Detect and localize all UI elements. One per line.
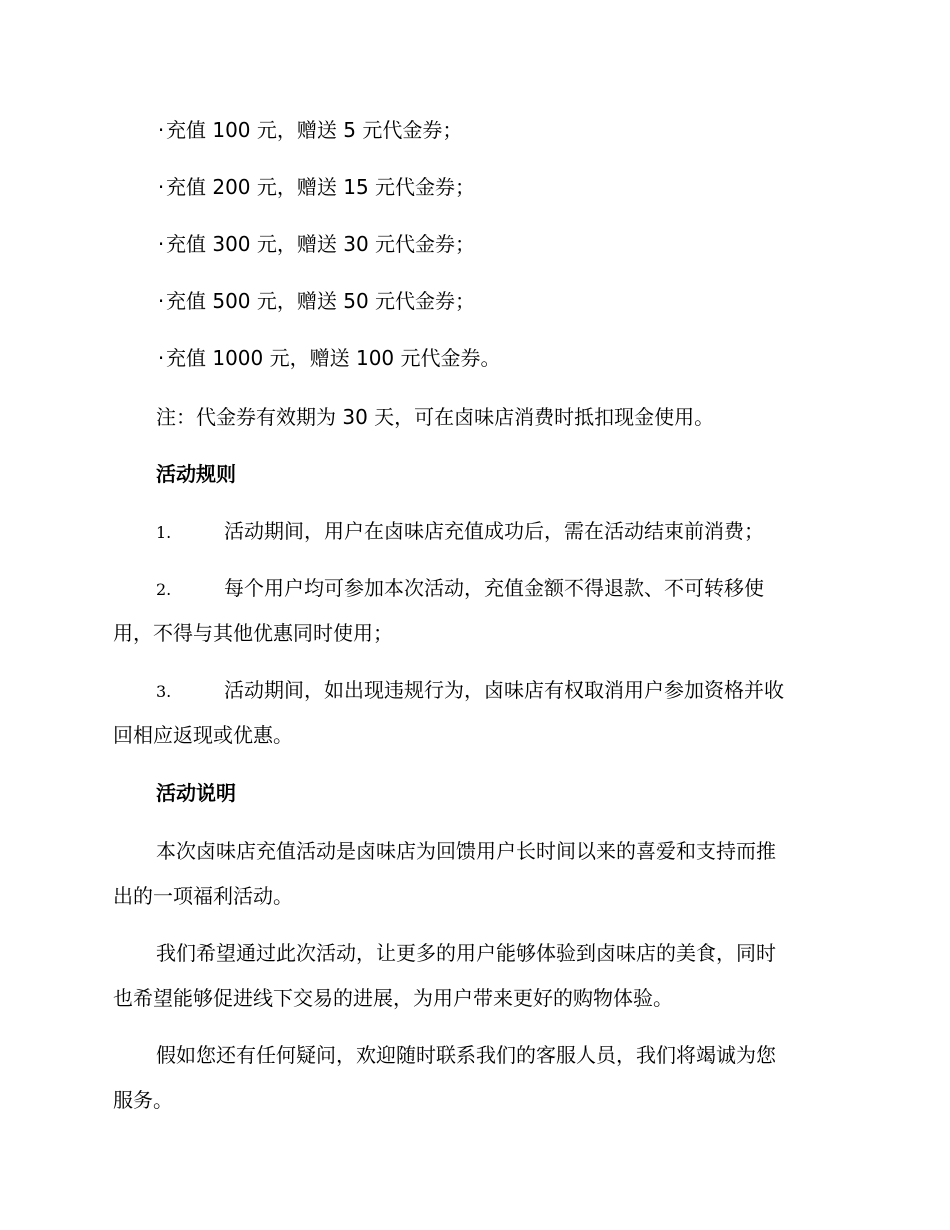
rule-text: 活动期间，用户在卤味店充值成功后，需在活动结束前消费；	[224, 519, 764, 543]
rule-number: 1.	[156, 523, 172, 542]
bullet-text: 充值 200 元，赠送 15 元代金券；	[166, 175, 476, 199]
bullet-text: 充值 500 元，赠送 50 元代金券；	[166, 289, 476, 313]
explanation-heading: 活动说明	[156, 781, 236, 805]
bullet-item	[156, 343, 837, 373]
paragraph: 假如您还有任何疑问，欢迎随时联系我们的客服人员，我们将竭诚为您	[156, 1043, 776, 1067]
paragraph-continued: 也希望能够促进线下交易的进展，为用户带来更好的购物体验。	[113, 986, 673, 1010]
bullet-dot-icon: ·	[157, 118, 165, 142]
bullet-dot-icon: ·	[157, 232, 165, 256]
rule-number: 3.	[156, 682, 172, 701]
rule-text: 每个用户均可参加本次活动，充值金额不得退款、不可转移使	[224, 576, 764, 600]
rule-text-continued: 回相应返现或优惠。	[113, 723, 293, 747]
rules-heading: 活动规则	[156, 462, 236, 486]
bullet-item	[156, 115, 837, 145]
rule-number: 2.	[156, 580, 172, 599]
bullet-item	[156, 172, 837, 202]
rule-item	[156, 516, 837, 548]
rule-item	[156, 675, 837, 707]
paragraph: 我们希望通过此次活动，让更多的用户能够体验到卤味店的美食，同时	[156, 941, 776, 965]
bullet-dot-icon: ·	[157, 289, 165, 313]
bullet-text: 充值 300 元，赠送 30 元代金券；	[166, 232, 476, 256]
rule-text: 活动期间，如出现违规行为，卤味店有权取消用户参加资格并收	[224, 678, 784, 702]
bullet-dot-icon: ·	[157, 175, 165, 199]
bullet-text: 充值 1000 元，赠送 100 元代金券。	[166, 346, 501, 370]
paragraph-continued: 服务。	[113, 1088, 173, 1112]
bullet-text: 充值 100 元，赠送 5 元代金券；	[166, 118, 463, 142]
note-text: 注：代金券有效期为 30 天，可在卤味店消费时抵扣现金使用。	[156, 405, 715, 429]
rule-text-continued: 用，不得与其他优惠同时使用；	[113, 621, 393, 645]
bullet-dot-icon: ·	[157, 346, 165, 370]
bullet-item	[156, 229, 837, 259]
rule-item	[156, 573, 837, 605]
paragraph: 本次卤味店充值活动是卤味店为回馈用户长时间以来的喜爱和支持而推	[156, 839, 776, 863]
paragraph-continued: 出的一项福利活动。	[113, 884, 293, 908]
bullet-item	[156, 286, 837, 316]
